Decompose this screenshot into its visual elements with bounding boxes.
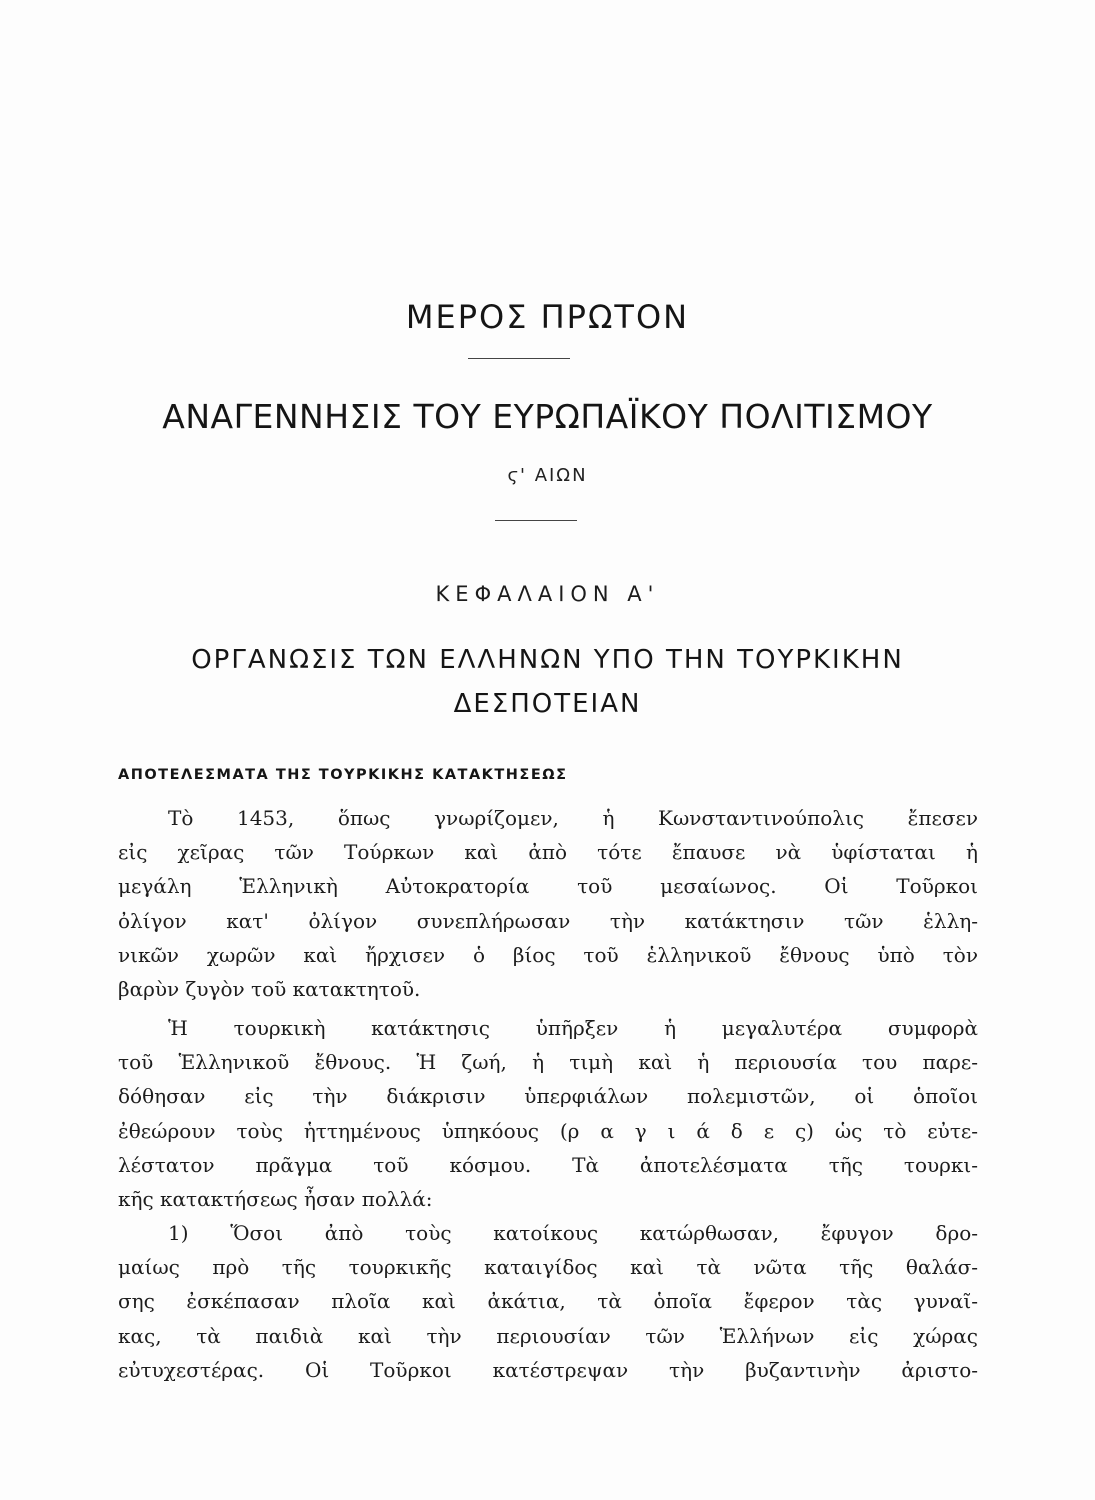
text-line: Τὸ 1453, ὅπως γνωρίζομεν, ἡ Κωνσταντινούπολις ἔπεσεν <box>168 806 978 830</box>
text-line: μαίως πρὸ τῆς τουρκικῆς καταιγίδος καὶ τὰ νῶτα τῆς θαλάσ- <box>118 1255 978 1280</box>
text-line: εὐτυχεστέρας. Οἱ Τοῦρκοι κατέστρεψαν τὴν βυζαντινὴν ἀριστο- <box>118 1357 978 1382</box>
chapter-title-line: ΟΡΓΑΝΩΣΙΣ ΤΩΝ ΕΛΛΗΝΩΝ ΥΠΟ ΤΗΝ ΤΟΥΡΚΙΚΗΝ <box>191 645 904 675</box>
text-line: κας, τὰ παιδιὰ καὶ τὴν περιουσίαν τῶν Ἑλλήνων εἰς χώρας <box>118 1323 978 1348</box>
text-line: μεγάλη Ἑλληνικὴ Αὐτοκρατορία τοῦ μεσαίωνος. Οἱ Τοῦρκοι <box>118 874 978 899</box>
chapter-title-line: ΔΕΣΠΟΤΕΙΑΝ <box>453 689 642 719</box>
chapter-label: ΚΕΦΑΛΑΙΟΝ Α' <box>435 582 660 606</box>
paragraph <box>118 801 978 1006</box>
section-heading: ΑΠΟΤΕΛΕΣΜΑΤΑ ΤΗΣ ΤΟΥΡΚΙΚΗΣ ΚΑΤΑΚΤΗΣΕΩΣ <box>118 767 568 783</box>
main-title: ΑΝΑΓΕΝΝΗΣΙΣ ΤΟΥ ΕΥΡΩΠΑΪΚΟΥ ΠΟΛΙΤΙΣΜΟΥ <box>162 397 933 436</box>
text-line: δόθησαν εἰς τὴν διάκρισιν ὑπερφιάλων πολεμιστῶν, οἱ ὁποῖοι <box>118 1084 978 1109</box>
text-line: ὀλίγον κατ' ὀλίγον συνεπλήρωσαν τὴν κατάκτησιν τῶν ἑλλη- <box>118 908 978 933</box>
part-title: ΜΕΡΟΣ ΠΡΩΤΟΝ <box>405 298 690 336</box>
text-line: 1) Ὅσοι ἀπὸ τοὺς κατοίκους κατώρθωσαν, ἔφυγον δρο- <box>168 1221 978 1245</box>
text-line: κῆς κατακτήσεως ἦσαν πολλά: <box>118 1187 433 1212</box>
text-line: νικῶν χωρῶν καὶ ἤρχισεν ὁ βίος τοῦ ἑλληνικοῦ ἔθνους ὑπὸ τὸν <box>118 942 978 967</box>
text-line: Ἡ τουρκικὴ κατάκτησις ὑπῆρξεν ἡ μεγαλυτέρα συμφορὰ <box>168 1016 978 1040</box>
paragraph <box>118 1216 978 1387</box>
text-line: βαρὺν ζυγὸν τοῦ κατακτητοῦ. <box>118 977 421 1002</box>
century-label: ϛ' ΑΙΩΝ <box>507 465 588 486</box>
text-line: ἐθεώρουν τοὺς ἡττημένους ὑπηκόους (ρ α γ ι ά δ ε ς) ὡς τὸ εὐτε- <box>118 1118 978 1143</box>
text-line: λέστατον πρᾶγμα τοῦ κόσμου. Τὰ ἀποτελέσματα τῆς τουρκι- <box>118 1152 978 1177</box>
paragraph <box>118 1011 978 1216</box>
text-line: σης ἐσκέπασαν πλοῖα καὶ ἀκάτια, τὰ ὁποῖα ἔφερον τὰς γυναῖ- <box>118 1289 978 1314</box>
text-line: εἰς χεῖρας τῶν Τούρκων καὶ ἀπὸ τότε ἔπαυσε νὰ ὑφίσταται ἡ <box>118 840 978 865</box>
text-line: τοῦ Ἑλληνικοῦ ἔθνους. Ἡ ζωή, ἡ τιμὴ καὶ ἡ περιουσία του παρε- <box>118 1050 978 1075</box>
divider-rule <box>495 520 577 521</box>
chapter-title <box>0 638 1095 726</box>
divider-rule <box>468 358 570 359</box>
